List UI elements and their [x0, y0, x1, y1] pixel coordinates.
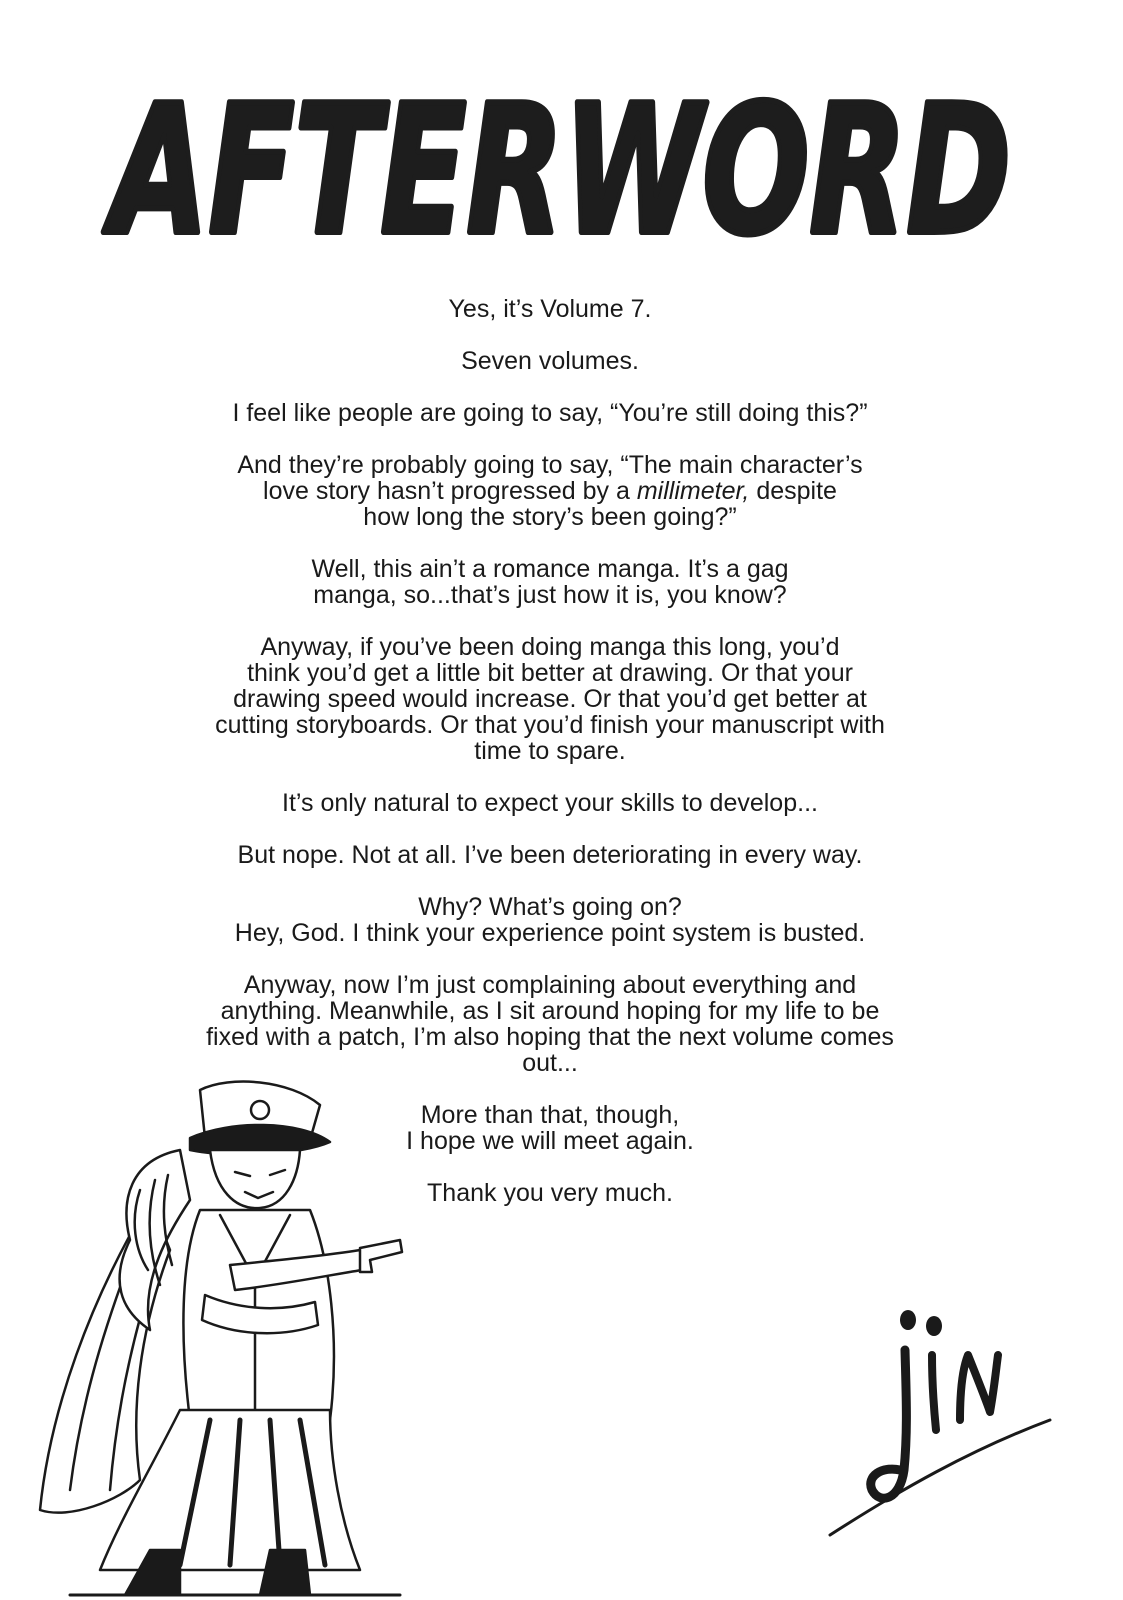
text-line: Seven volumes. — [461, 347, 639, 375]
text-line: More than that, though, — [420, 1101, 680, 1129]
signature-j — [871, 1350, 907, 1498]
signature-dot — [926, 1316, 942, 1336]
text-line: manga, so...that’s just how it is, you know? — [313, 581, 787, 609]
text-line: Anyway, if you’ve been doing manga this long, you’d — [260, 633, 840, 661]
text-line: cutting storyboards. Or that you’d finish your manuscript with — [215, 711, 885, 739]
paragraph-1 — [140, 296, 960, 322]
page-title — [0, 0, 1123, 260]
text-line: drawing speed would increase. Or that you’d get better at — [233, 685, 867, 713]
text-line: I feel like people are going to say, “You’re still doing this?” — [232, 399, 868, 427]
hat-emblem — [251, 1101, 269, 1119]
signature-dot — [900, 1310, 916, 1330]
text-line: out... — [522, 1049, 578, 1077]
text-fragment: love story hasn’t progressed by a — [263, 477, 637, 505]
paragraph-3 — [140, 400, 960, 426]
text-line: think you’d get a little bit better at drawing. Or that your — [247, 659, 853, 687]
emphasis-text: millimeter, — [636, 477, 750, 505]
paragraph-9 — [140, 894, 960, 946]
paragraph-4 — [140, 452, 960, 530]
paragraph-6 — [140, 634, 960, 764]
pointing-hand — [360, 1240, 402, 1272]
text-line: fixed with a patch, I’m also hoping that the next volume comes — [206, 1023, 894, 1051]
text-line: Thank you very much. — [427, 1179, 673, 1207]
text-line: Well, this ain’t a romance manga. It’s a gag — [311, 555, 789, 583]
character-illustration — [30, 1080, 430, 1600]
paragraph-5 — [140, 556, 960, 608]
paragraph-7 — [140, 790, 960, 816]
text-line: It’s only natural to expect your skills to develop... — [282, 789, 818, 817]
text-line: But nope. Not at all. I’ve been deteriorating in every way. — [237, 841, 863, 869]
author-signature — [810, 1300, 1070, 1540]
text-line: Anyway, now I’m just complaining about everything and — [243, 971, 857, 999]
paragraph-2 — [140, 348, 960, 374]
text-line: And they’re probably going to say, “The main character’s — [237, 451, 863, 479]
signature-flourish — [830, 1420, 1050, 1535]
paragraph-8 — [140, 842, 960, 868]
text-line — [140, 478, 960, 504]
afterword-title-lettering — [0, 0, 1123, 260]
text-line: Why? What’s going on? — [418, 893, 682, 921]
text-line: how long the story’s been going?” — [363, 503, 737, 531]
text-line: Hey, God. I think your experience point system is busted. — [234, 919, 866, 947]
signature-n — [960, 1355, 998, 1420]
text-line: time to spare. — [474, 737, 626, 765]
hair-shape — [120, 1150, 190, 1330]
text-line: I hope we will meet again. — [406, 1127, 694, 1155]
title-text: AFTERWORD — [102, 67, 1012, 260]
signature-i — [932, 1355, 936, 1430]
text-line: anything. Meanwhile, as I sit around hoping for my life to be — [220, 997, 880, 1025]
face-shape — [210, 1150, 300, 1208]
right-boot — [260, 1550, 310, 1595]
paragraph-10 — [140, 972, 960, 1076]
text-line: Yes, it’s Volume 7. — [448, 295, 652, 323]
text-fragment: despite — [749, 477, 837, 505]
